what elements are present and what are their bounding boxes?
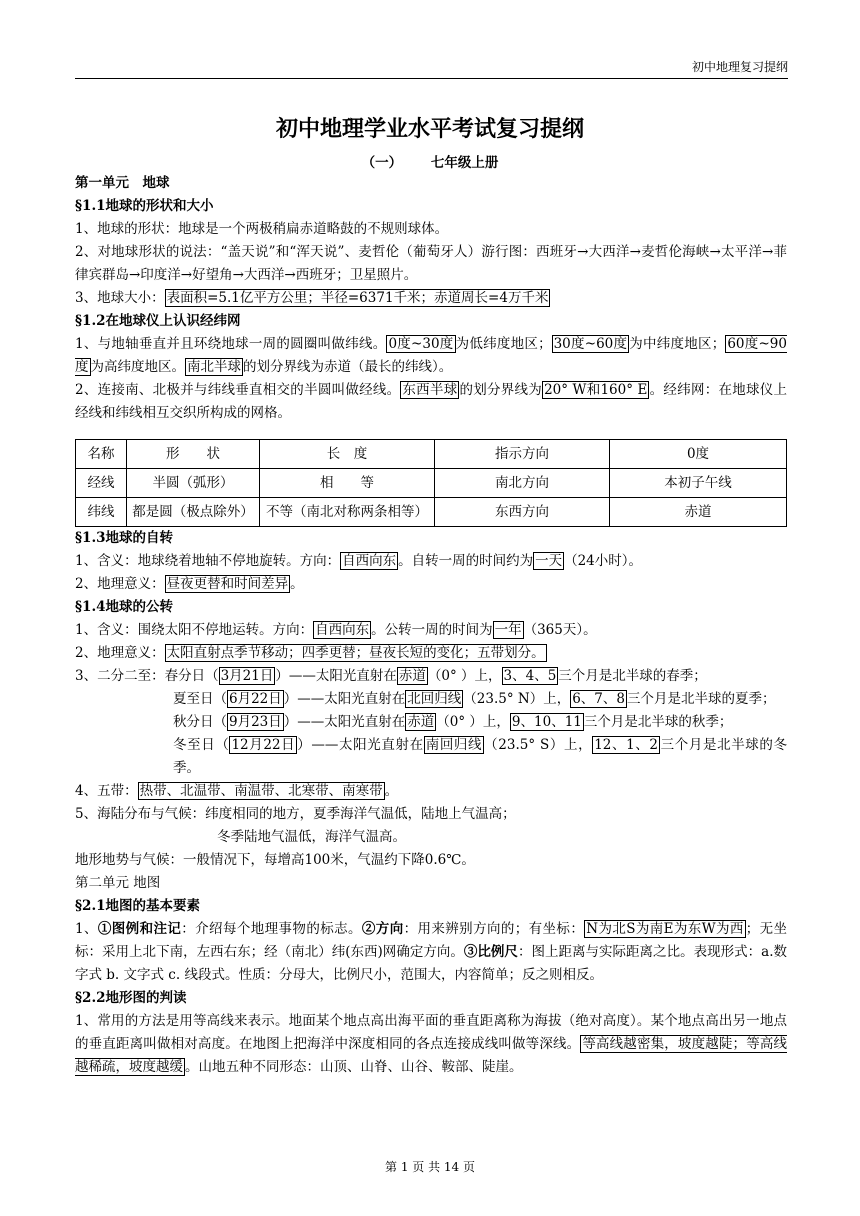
boxed-term: 表面积=5.1亿平方公里；半径=6371千米；赤道周长=4万千米 [166,290,549,306]
paragraph: 1、含义：围绕太阳不停地运转。方向： 自西向东 。公转一周的时间为 一年 （365天）。 [75,622,597,638]
table-cell: 纬线 [76,498,127,527]
solstice-line: 3、二分二至：春分日（ 3月21日 ）——太阳光直射在 赤道 （0° ）上， 3、4、5 三个月是北半球的春季； [75,668,707,684]
table-cell: 东西方向 [435,498,610,527]
boxed-term: 0度~30度 [388,336,454,352]
table-row [76,498,787,527]
solstice-line: 夏至日（ 6月22日 ）——太阳光直射在 北回归线 （23.5° N）上， 6、7、8 三个月是北半球的夏季； [173,691,776,707]
table-header-cell: 名称 [76,440,127,469]
boxed-term: N为北S为南E为东W为西 [586,921,744,937]
boxed-term: 30度~60度 [553,336,628,352]
paragraph: 5、海陆分布与气候：纬度相同的地方，夏季海洋气温低，陆地上气温高； [75,806,516,822]
table-header-cell: 形 状 [127,440,260,469]
boxed-term: 热带、北温带、南温带、北寒带、南寒带 [139,783,383,799]
boxed-term: 一天 [535,553,563,569]
table-cell: 经线 [76,469,127,498]
unit-heading: 第二单元 地图 [75,875,161,891]
paragraph: 2、地理意义： 昼夜更替和时间差异 。 [75,576,304,592]
table-header-row [76,440,787,469]
table-cell: 南北方向 [435,469,610,498]
table-cell: 不等（南北对称两条相等） [260,498,435,527]
paragraph: 冬季陆地气温低，海洋气温高。 [217,829,406,845]
section-heading: §2.2地形图的判读 [75,990,187,1006]
boxed-term: 20° W和160° E [544,382,648,398]
boxed-term: 一年 [494,622,522,638]
paragraph: 2、连接南、北极并与纬线垂直相交的半圆叫做经线。 东西半球 的划分界线为 20° W和160° E 。经纬网：在地球仪上经线和纬线相互交织所构成的网格。 [75,382,788,421]
table-cell: 都是圆（极点除外） [127,498,260,527]
running-header: 初中地理复习提纲 [75,58,788,79]
section-heading: §1.4地球的公转 [75,599,174,615]
paragraph: 1、与地轴垂直并且环绕地球一周的圆圈叫做纬线。 0度~30度 为低纬度地区； 30度~60度 为中纬度地区； 60度~90度 为高纬度地区。 南北半球 的划分界线为赤道（最长的纬线）。 [75,336,787,375]
section-heading: §1.2在地球仪上认识经纬网 [75,313,241,329]
boxed-term: 自西向东 [342,553,397,569]
paragraph: 1、地球的形状：地球是一个两极稍扁赤道略鼓的不规则球体。 [75,221,449,237]
boxed-term: 60度~90度 [75,336,787,375]
table-header-cell: 指示方向 [435,440,610,469]
boxed-term: 太阳直射点季节移动；四季更替；昼夜长短的变化；五带划分。 [166,645,545,661]
page-subtitle [0,151,860,171]
section-heading: §2.1地图的基本要素 [75,898,201,914]
paragraph: 3、地球大小： 表面积=5.1亿平方公里；半径=6371千米；赤道周长=4万千米 [75,290,549,306]
section-heading: §1.1地球的形状和大小 [75,198,214,214]
boxed-term: 南北半球 [187,359,241,375]
document-body [75,172,787,1079]
paragraph: 2、对地球形状的说法：“盖天说”和“浑天说”、麦哲伦（葡萄牙人）游行图：西班牙→大西洋→麦哲伦海峡→太平洋→菲律宾群岛→印度洋→好望角→大西洋→西班牙；卫星照片。 [75,244,787,283]
paragraph: 4、五带： 热带、北温带、南温带、北寒带、南寒带 。 [75,783,399,799]
paragraph: 1、常用的方法是用等高线来表示。地面某个地点高出海平面的垂直距离称为海拔（绝对高度）。某个地点高出另一地点的垂直距离叫做相对高度。在地图上把海洋中深度相同的各点连接成线叫做等深线。 等高线越密集，坡度越陡；等高线越稀疏，坡度越缓 。山地五种不同形态：山顶、山脊、山谷、鞍部、陡崖。 [75,1013,788,1075]
table-cell: 相 等 [260,469,435,498]
table-row [76,469,787,498]
meridian-parallel-table [75,439,787,527]
subtitle-part: （一） [361,155,403,171]
boxed-term: 东西半球 [402,382,458,398]
table-cell: 半圆（弧形） [127,469,260,498]
boxed-term: 等高线越密集，坡度越陡；等高线越稀疏，坡度越缓 [75,1036,788,1075]
page-footer: 第 1 页 共 14 页 [385,1160,475,1174]
paragraph: 1、含义：地球绕着地轴不停地旋转。方向： 自西向东 。自转一周的时间约为 一天 （24小时）。 [75,553,643,569]
table-cell: 赤道 [610,498,787,527]
section-heading: §1.3地球的自转 [75,530,174,546]
table-header-cell: 长 度 [260,440,435,469]
solstice-line: 冬至日（ 12月22日 ）——太阳光直射在 南回归线 （23.5° S）上， 12、1、2 三个月是北半球的冬季。 [173,737,788,776]
paragraph: 1、①图例和注记：介绍每个地理事物的标志。②方向：用来辨别方向的；有坐标： N为北S为南E为东W为西 ；无坐标：采用上北下南，左西右东；经（南北）纬(东西)网确定方向。③比例尺：图上距离与实际距离之比。表现形式：a.数字式 b. 文字式 c. 线段式。性质：分母大，比例尺小，范围大，内容简单；反之则相反。 [75,921,788,983]
table-header-cell: 0度 [610,440,787,469]
boxed-term: 自西向东 [315,622,370,638]
paragraph: 2、地理意义： 太阳直射点季节移动；四季更替；昼夜长短的变化；五带划分。 [75,645,545,661]
table-cell: 本初子午线 [610,469,787,498]
unit-heading: 第一单元 地球 [75,175,170,191]
paragraph: 地形地势与气候：一般情况下，每增高100米，气温约下降0.6℃。 [75,852,475,868]
subtitle-grade: 七年级上册 [430,155,499,171]
page-title: 初中地理学业水平考试复习提纲 [275,116,584,142]
boxed-term: 昼夜更替和时间差异 [166,576,289,592]
solstice-line: 秋分日（ 9月23日 ）——太阳光直射在 赤道 （0° ）上， 9、10、11 三个月是北半球的秋季； [173,714,733,730]
